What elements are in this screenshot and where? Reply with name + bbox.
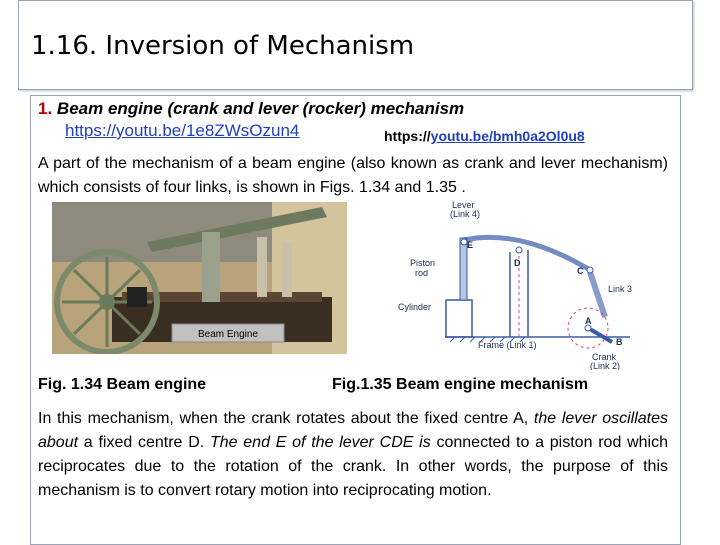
point-b: B	[616, 337, 623, 347]
section-heading	[38, 99, 464, 119]
crank-label-1: Crank	[592, 352, 617, 362]
body-part-2: the lever oscillates about	[38, 410, 669, 451]
beam-engine-diagram	[380, 200, 640, 370]
video-link-2[interactable]	[384, 128, 585, 144]
point-e: E	[467, 240, 474, 250]
lever-label-1: Lever	[452, 200, 475, 210]
piston-label-1: Piston	[410, 258, 436, 268]
caption-fig-1-35: Fig.1.35 Beam engine mechanism	[332, 376, 589, 393]
body-part-4: The end E of the lever CDE is	[204, 434, 437, 451]
crank-label-2: (Link 2)	[590, 361, 621, 370]
body-part-5: connected to a piston rod which reciprocates due to the rotation of the crank. In other words, the purpose of this mechanism is to convert rotary motion into reciprocating motion.	[38, 434, 669, 499]
caption-fig-1-34: Fig. 1.34 Beam engine	[38, 376, 207, 393]
point-c: C	[577, 266, 584, 276]
heading-text: Beam engine (crank and lever (rocker) mechanism	[56, 99, 465, 118]
link2-prefix: https://	[384, 128, 431, 144]
piston-label-2: rod	[415, 268, 429, 278]
body-part-3: a fixed centre D.	[83, 434, 205, 451]
lever-label-2: (Link 4)	[450, 209, 481, 219]
body-part-1: In this mechanism, when the crank rotates about the fixed centre A,	[38, 410, 529, 427]
link3-label: Link 3	[608, 284, 633, 294]
intro-paragraph: A part of the mechanism of a beam engine (also known as crank and lever mechanism) which consists of four links, is shown in Figs. 1.34 and 1.35 .	[38, 155, 668, 196]
beam-engine-photo	[52, 202, 347, 354]
slide-title: 1.16. Inversion of Mechanism	[31, 31, 415, 61]
body-paragraph	[38, 407, 668, 503]
point-a: A	[585, 316, 592, 326]
heading-number: 1.	[38, 99, 53, 118]
video-link-1[interactable]: https://youtu.be/1e8ZWsOzun4	[65, 121, 300, 140]
photo-label: Beam Engine	[197, 329, 259, 340]
title-box	[18, 0, 693, 90]
frame-label: Frame (Link 1)	[478, 340, 537, 350]
point-d: D	[514, 258, 521, 268]
link2-url[interactable]: youtu.be/bmh0a2Ol0u8	[430, 128, 585, 144]
cylinder-label: Cylinder	[398, 302, 432, 312]
